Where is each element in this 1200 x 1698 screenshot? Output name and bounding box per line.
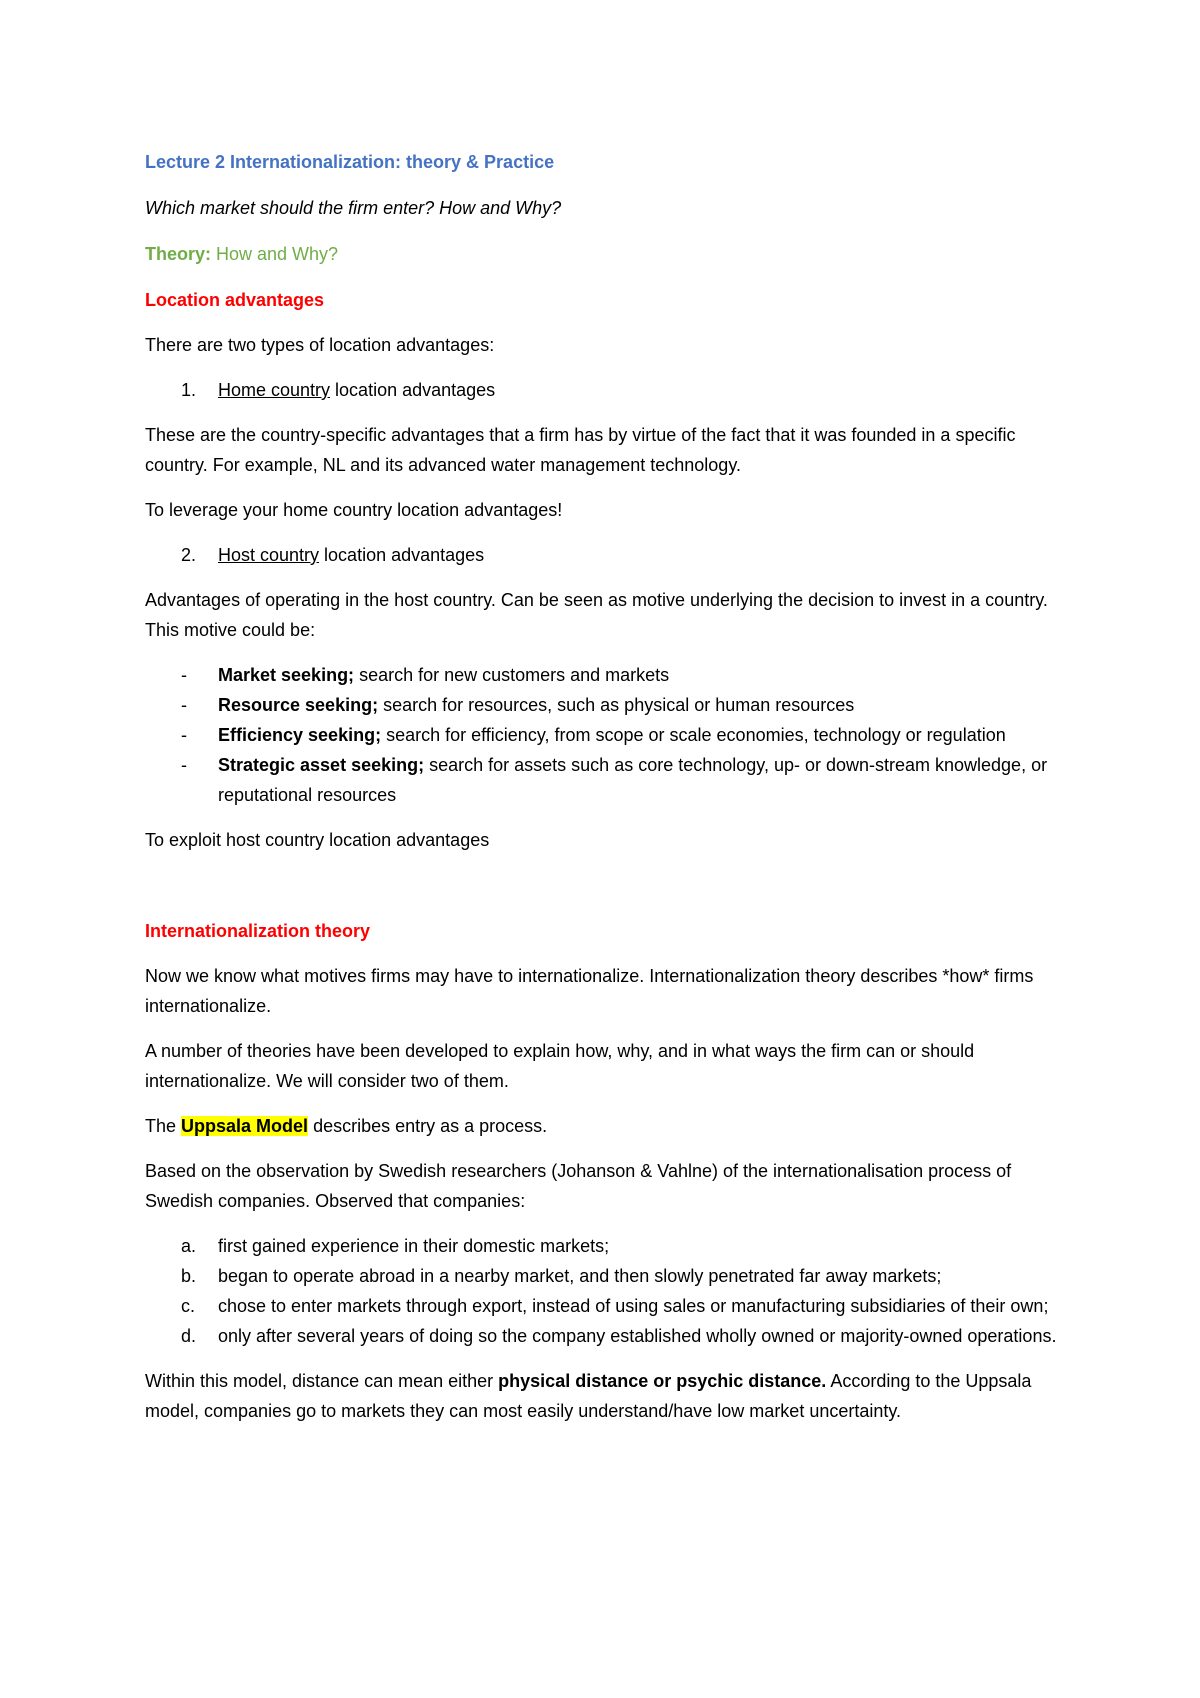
item-number: 2.: [181, 545, 197, 565]
dash-marker: -: [181, 695, 187, 715]
motive-text: search for assets such as core technology, up- or down-stream knowledge, or reputational resources: [218, 755, 1048, 805]
item-rest: location advantages: [330, 380, 496, 400]
location-advantages-heading: Location advantages: [145, 290, 325, 310]
numbered-item-home: [145, 375, 1070, 405]
distance-pre: Within this model, distance can mean either: [145, 1371, 499, 1391]
letter-marker: a.: [181, 1236, 197, 1256]
list-item-body: first gained experience in their domestic markets;: [218, 1236, 610, 1256]
dash-marker: -: [181, 665, 187, 685]
section-gap: [145, 870, 1070, 916]
list-item-body: [218, 750, 1070, 810]
item-text: [218, 540, 1070, 570]
host-description: Advantages of operating in the host country. Can be seen as motive underlying the decision to invest in a country. This motive could be:: [145, 590, 1048, 640]
distance-paragraph: [145, 1366, 1070, 1426]
list-item: [145, 1321, 1070, 1351]
list-item: [145, 690, 1070, 720]
intl-paragraph-2: A number of theories have been developed to explain how, why, and in what ways the firm can or should internationalize. We will consider two of them.: [145, 1041, 975, 1091]
theory-text: How and Why?: [211, 244, 339, 264]
underlined-term: Host country: [218, 545, 320, 565]
item-rest: location advantages: [319, 545, 485, 565]
host-exploit: To exploit host country location advantages: [145, 830, 490, 850]
distance-bold: physical distance or psychic distance.: [498, 1371, 827, 1391]
document-title: Lecture 2 Internationalization: theory & Practice: [145, 152, 555, 172]
motive-term: Market seeking;: [218, 665, 355, 685]
location-intro: There are two types of location advantages:: [145, 335, 495, 355]
underlined-term: Home country: [218, 380, 331, 400]
uppsala-pre: The: [145, 1116, 182, 1136]
letter-marker: b.: [181, 1266, 197, 1286]
motive-text: search for new customers and markets: [354, 665, 670, 685]
internationalization-theory-heading: Internationalization theory: [145, 921, 371, 941]
lecture-question: Which market should the firm enter? How and Why?: [145, 198, 562, 218]
list-item-body: chose to enter markets through export, instead of using sales or manufacturing subsidiaries of their own;: [218, 1296, 1049, 1316]
numbered-item-host: [145, 540, 1070, 570]
home-leverage: To leverage your home country location advantages!: [145, 500, 563, 520]
list-item-body: [218, 660, 1070, 690]
distance-post: According to the Uppsala model, companies go to markets they can most easily understand/have low market uncertainty.: [145, 1371, 1032, 1421]
motive-term: Strategic asset seeking;: [218, 755, 425, 775]
theory-label: Theory:: [145, 244, 212, 264]
list-item-body: only after several years of doing so the company established wholly owned or majority-owned operations.: [218, 1326, 1057, 1346]
uppsala-basis: Based on the observation by Swedish researchers (Johanson & Vahlne) of the internationalisation process of Swedish companies. Observed that companies:: [145, 1161, 1012, 1211]
list-item-body: began to operate abroad in a nearby market, and then slowly penetrated far away markets;: [218, 1266, 942, 1286]
home-description: These are the country-specific advantages that a firm has by virtue of the fact that it was founded in a specific country. For example, NL and its advanced water management technology.: [145, 425, 1016, 475]
uppsala-post: describes entry as a process.: [308, 1116, 548, 1136]
list-item-body: [218, 720, 1070, 750]
theory-line: [145, 239, 1070, 269]
motive-term: Efficiency seeking;: [218, 725, 382, 745]
motive-term: Resource seeking;: [218, 695, 379, 715]
list-item: [145, 660, 1070, 690]
motive-text: search for efficiency, from scope or scale economies, technology or regulation: [381, 725, 1006, 745]
dash-marker: -: [181, 755, 187, 775]
uppsala-highlight: Uppsala Model: [181, 1116, 309, 1136]
uppsala-line: [145, 1111, 1070, 1141]
motive-text: search for resources, such as physical or human resources: [378, 695, 855, 715]
motives-list: [145, 660, 1070, 810]
item-text: [218, 375, 1070, 405]
letter-marker: c.: [181, 1296, 196, 1316]
intl-paragraph-1: Now we know what motives firms may have to internationalize. Internationalization theory describes *how* firms internationalize.: [145, 966, 1034, 1016]
list-item: [145, 750, 1070, 810]
dash-marker: -: [181, 725, 187, 745]
list-item-body: [218, 690, 1070, 720]
list-item: [145, 1291, 1070, 1321]
list-item: [145, 720, 1070, 750]
list-item: [145, 1231, 1070, 1261]
observations-list: [145, 1231, 1070, 1351]
letter-marker: d.: [181, 1326, 197, 1346]
list-item: [145, 1261, 1070, 1291]
item-number: 1.: [181, 380, 197, 400]
